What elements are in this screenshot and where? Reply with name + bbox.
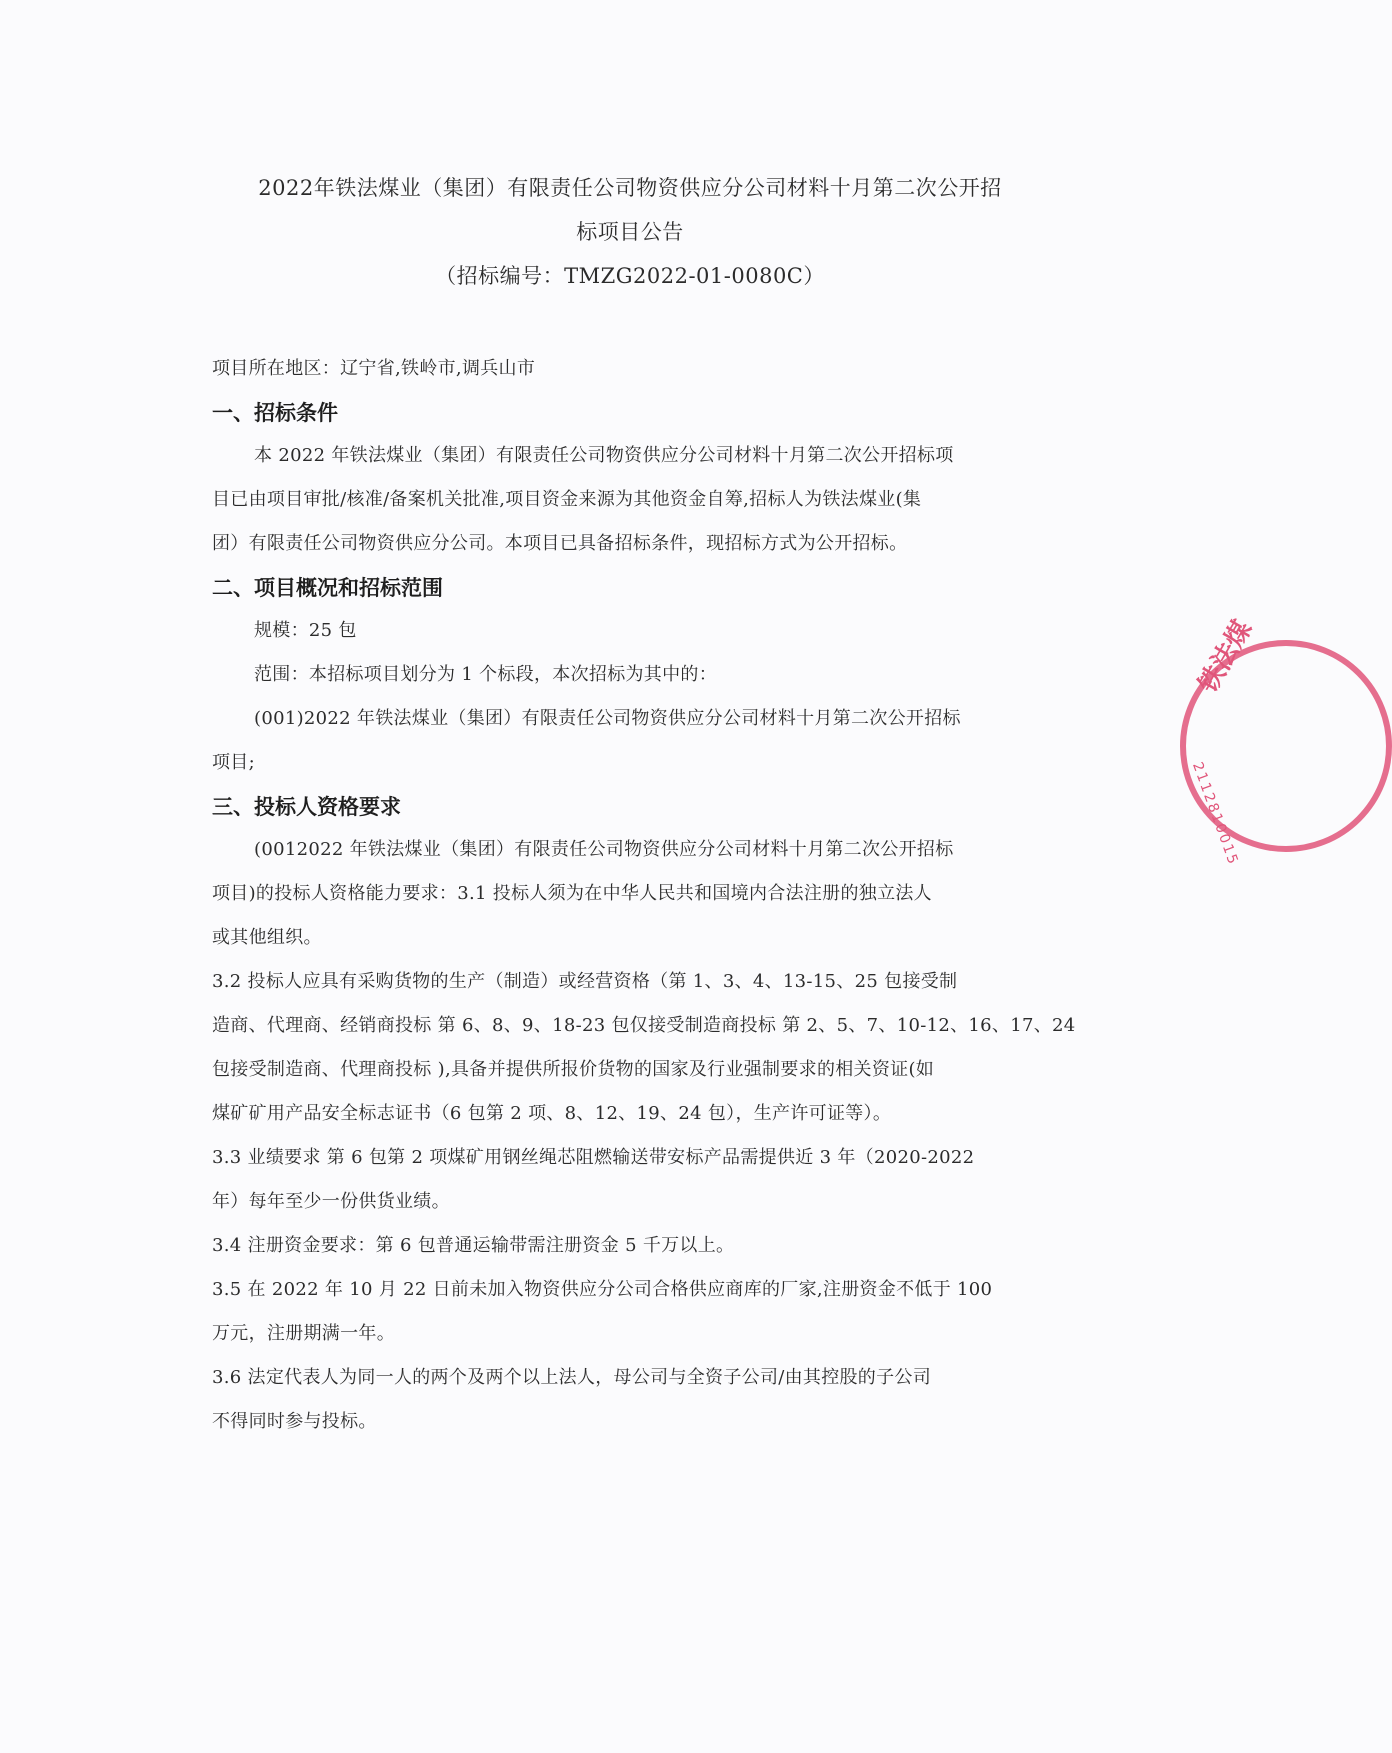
section-3-line: (0012022 年铁法煤业（集团）有限责任公司物资供应分公司材料十月第二次公开招标 (254, 839, 954, 860)
project-location: 项目所在地区：辽宁省,铁岭市,调兵山市 (212, 358, 536, 379)
requirement-3-5: 3.5 在 2022 年 10 月 22 日前未加入物资供应分公司合格供应商库的厂家,注册资金不低于 100 (212, 1279, 993, 1300)
seal-text: 铁法煤 (1193, 615, 1259, 698)
section-1-line: 本 2022 年铁法煤业（集团）有限责任公司物资供应分公司材料十月第二次公开招标项 (254, 445, 954, 466)
requirement-3-5: 万元，注册期满一年。 (212, 1323, 395, 1344)
requirement-3-6: 不得同时参与投标。 (212, 1411, 377, 1432)
requirement-3-2: 3.2 投标人应具有采购货物的生产（制造）或经营资格（第 1、3、4、13-15、25 包接受制 (212, 971, 958, 992)
requirement-3-2: 造商、代理商、经销商投标 第 6、8、9、18-23 包仅接受制造商投标 第 2、5、7、10-12、16、17、24 (212, 1015, 1076, 1036)
document-title-line-1: 2022年铁法煤业（集团）有限责任公司物资供应分公司材料十月第二次公开招 (258, 176, 1002, 200)
document-title-line-2: 标项目公告 (576, 220, 684, 244)
section-2-heading: 二、项目概况和招标范围 (212, 576, 443, 600)
section-1-line: 目已由项目审批/核准/备案机关批准,项目资金来源为其他资金自筹,招标人为铁法煤业(集 (212, 489, 922, 510)
project-scale: 规模：25 包 (254, 620, 357, 641)
requirement-3-3: 3.3 业绩要求 第 6 包第 2 项煤矿用钢丝绳芯阻燃输送带安标产品需提供近 3 年（2020-2022 (212, 1147, 975, 1168)
lot-item-line-1: (001)2022 年铁法煤业（集团）有限责任公司物资供应分公司材料十月第二次公开招标 (254, 708, 961, 729)
requirement-3-4: 3.4 注册资金要求：第 6 包普通运输带需注册资金 5 千万以上。 (212, 1235, 735, 1256)
seal-ring (1180, 640, 1392, 852)
requirement-3-6: 3.6 法定代表人为同一人的两个及两个以上法人，母公司与全资子公司/由其控股的子公司 (212, 1367, 932, 1388)
lot-item-line-2: 项目; (212, 752, 255, 773)
section-3-line: 项目)的投标人资格能力要求：3.1 投标人须为在中华人民共和国境内合法注册的独立法人 (212, 883, 932, 904)
requirement-3-2: 煤矿矿用产品安全标志证书（6 包第 2 项、8、12、19、24 包），生产许可证等）。 (212, 1103, 892, 1124)
project-scope: 范围：本招标项目划分为 1 个标段，本次招标为其中的： (254, 664, 717, 685)
seal-number: 2112810015 (1188, 760, 1242, 868)
section-1-line: 团）有限责任公司物资供应分公司。本项目已具备招标条件，现招标方式为公开招标。 (212, 533, 908, 554)
section-3-heading: 三、投标人资格要求 (212, 795, 401, 819)
tender-code: （招标编号：TMZG2022-01-0080C） (435, 264, 825, 288)
section-3-line: 或其他组织。 (212, 927, 322, 948)
requirement-3-2: 包接受制造商、代理商投标 ),具备并提供所报价货物的国家及行业强制要求的相关资证(如 (212, 1059, 935, 1080)
section-1-heading: 一、招标条件 (212, 401, 338, 425)
requirement-3-3: 年）每年至少一份供货业绩。 (212, 1191, 450, 1212)
